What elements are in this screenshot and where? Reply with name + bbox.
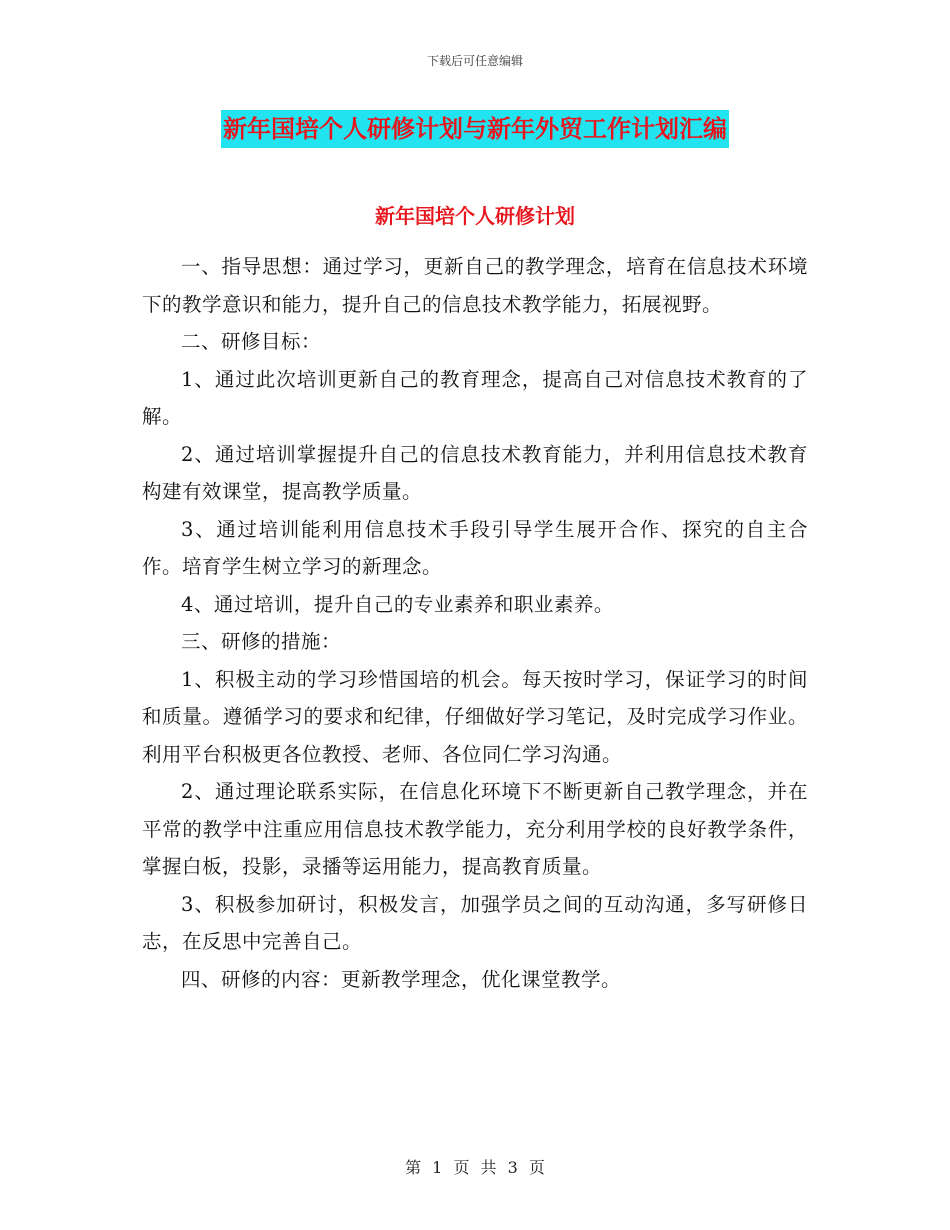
document-body [142,248,808,998]
paragraph-guiding-idea: 一、指导思想：通过学习，更新自己的教学理念，培育在信息技术环境下的教学意识和能力，提升自己的信息技术教学能力，拓展视野。 [142,255,808,316]
header-note: 下载后可任意编辑 [426,54,523,68]
paragraph-goal-3: 3、通过培训能利用信息技术手段引导学生展开合作、探究的自主合作。培育学生树立学习的新理念。 [142,517,808,578]
paragraph-measure-2: 2、通过理论联系实际，在信息化环境下不断更新自己教学理念，并在平常的教学中注重应用信息技术教学能力，充分利用学校的良好教学条件，掌握白板，投影，录播等运用能力，提高教育质量。 [142,780,808,878]
paragraph-goal-2: 2、通过培训掌握提升自己的信息技术教育能力，并利用信息技术教育构建有效课堂，提高教学质量。 [142,442,808,503]
paragraph-measure-3: 3、积极参加研讨，积极发言，加强学员之间的互动沟通，多写研修日志，在反思中完善自己。 [142,892,808,953]
main-title-container [0,110,950,148]
paragraph-goal-1: 1、通过此次培训更新自己的教育理念，提高自己对信息技术教育的了解。 [142,367,808,428]
paragraph-content-heading: 四、研修的内容：更新教学理念，优化课堂教学。 [181,967,622,991]
page-footer: 第 1 页 共 3 页 [405,1158,545,1177]
paragraph-measure-1: 1、积极主动的学习珍惜国培的机会。每天按时学习，保证学习的时间和质量。遵循学习的要求和纪律，仔细做好学习笔记，及时完成学习作业。利用平台积极更各位教授、老师、各位同仁学习沟通。 [142,667,808,766]
paragraph-measures-heading: 三、研修的措施： [181,630,342,653]
section-title: 新年国培个人研修计划 [375,204,575,228]
paragraph-goals-heading: 二、研修目标： [181,330,322,353]
main-title: 新年国培个人研修计划与新年外贸工作计划汇编 [221,110,729,148]
paragraph-goal-4: 4、通过培训，提升自己的专业素养和职业素养。 [181,592,614,616]
